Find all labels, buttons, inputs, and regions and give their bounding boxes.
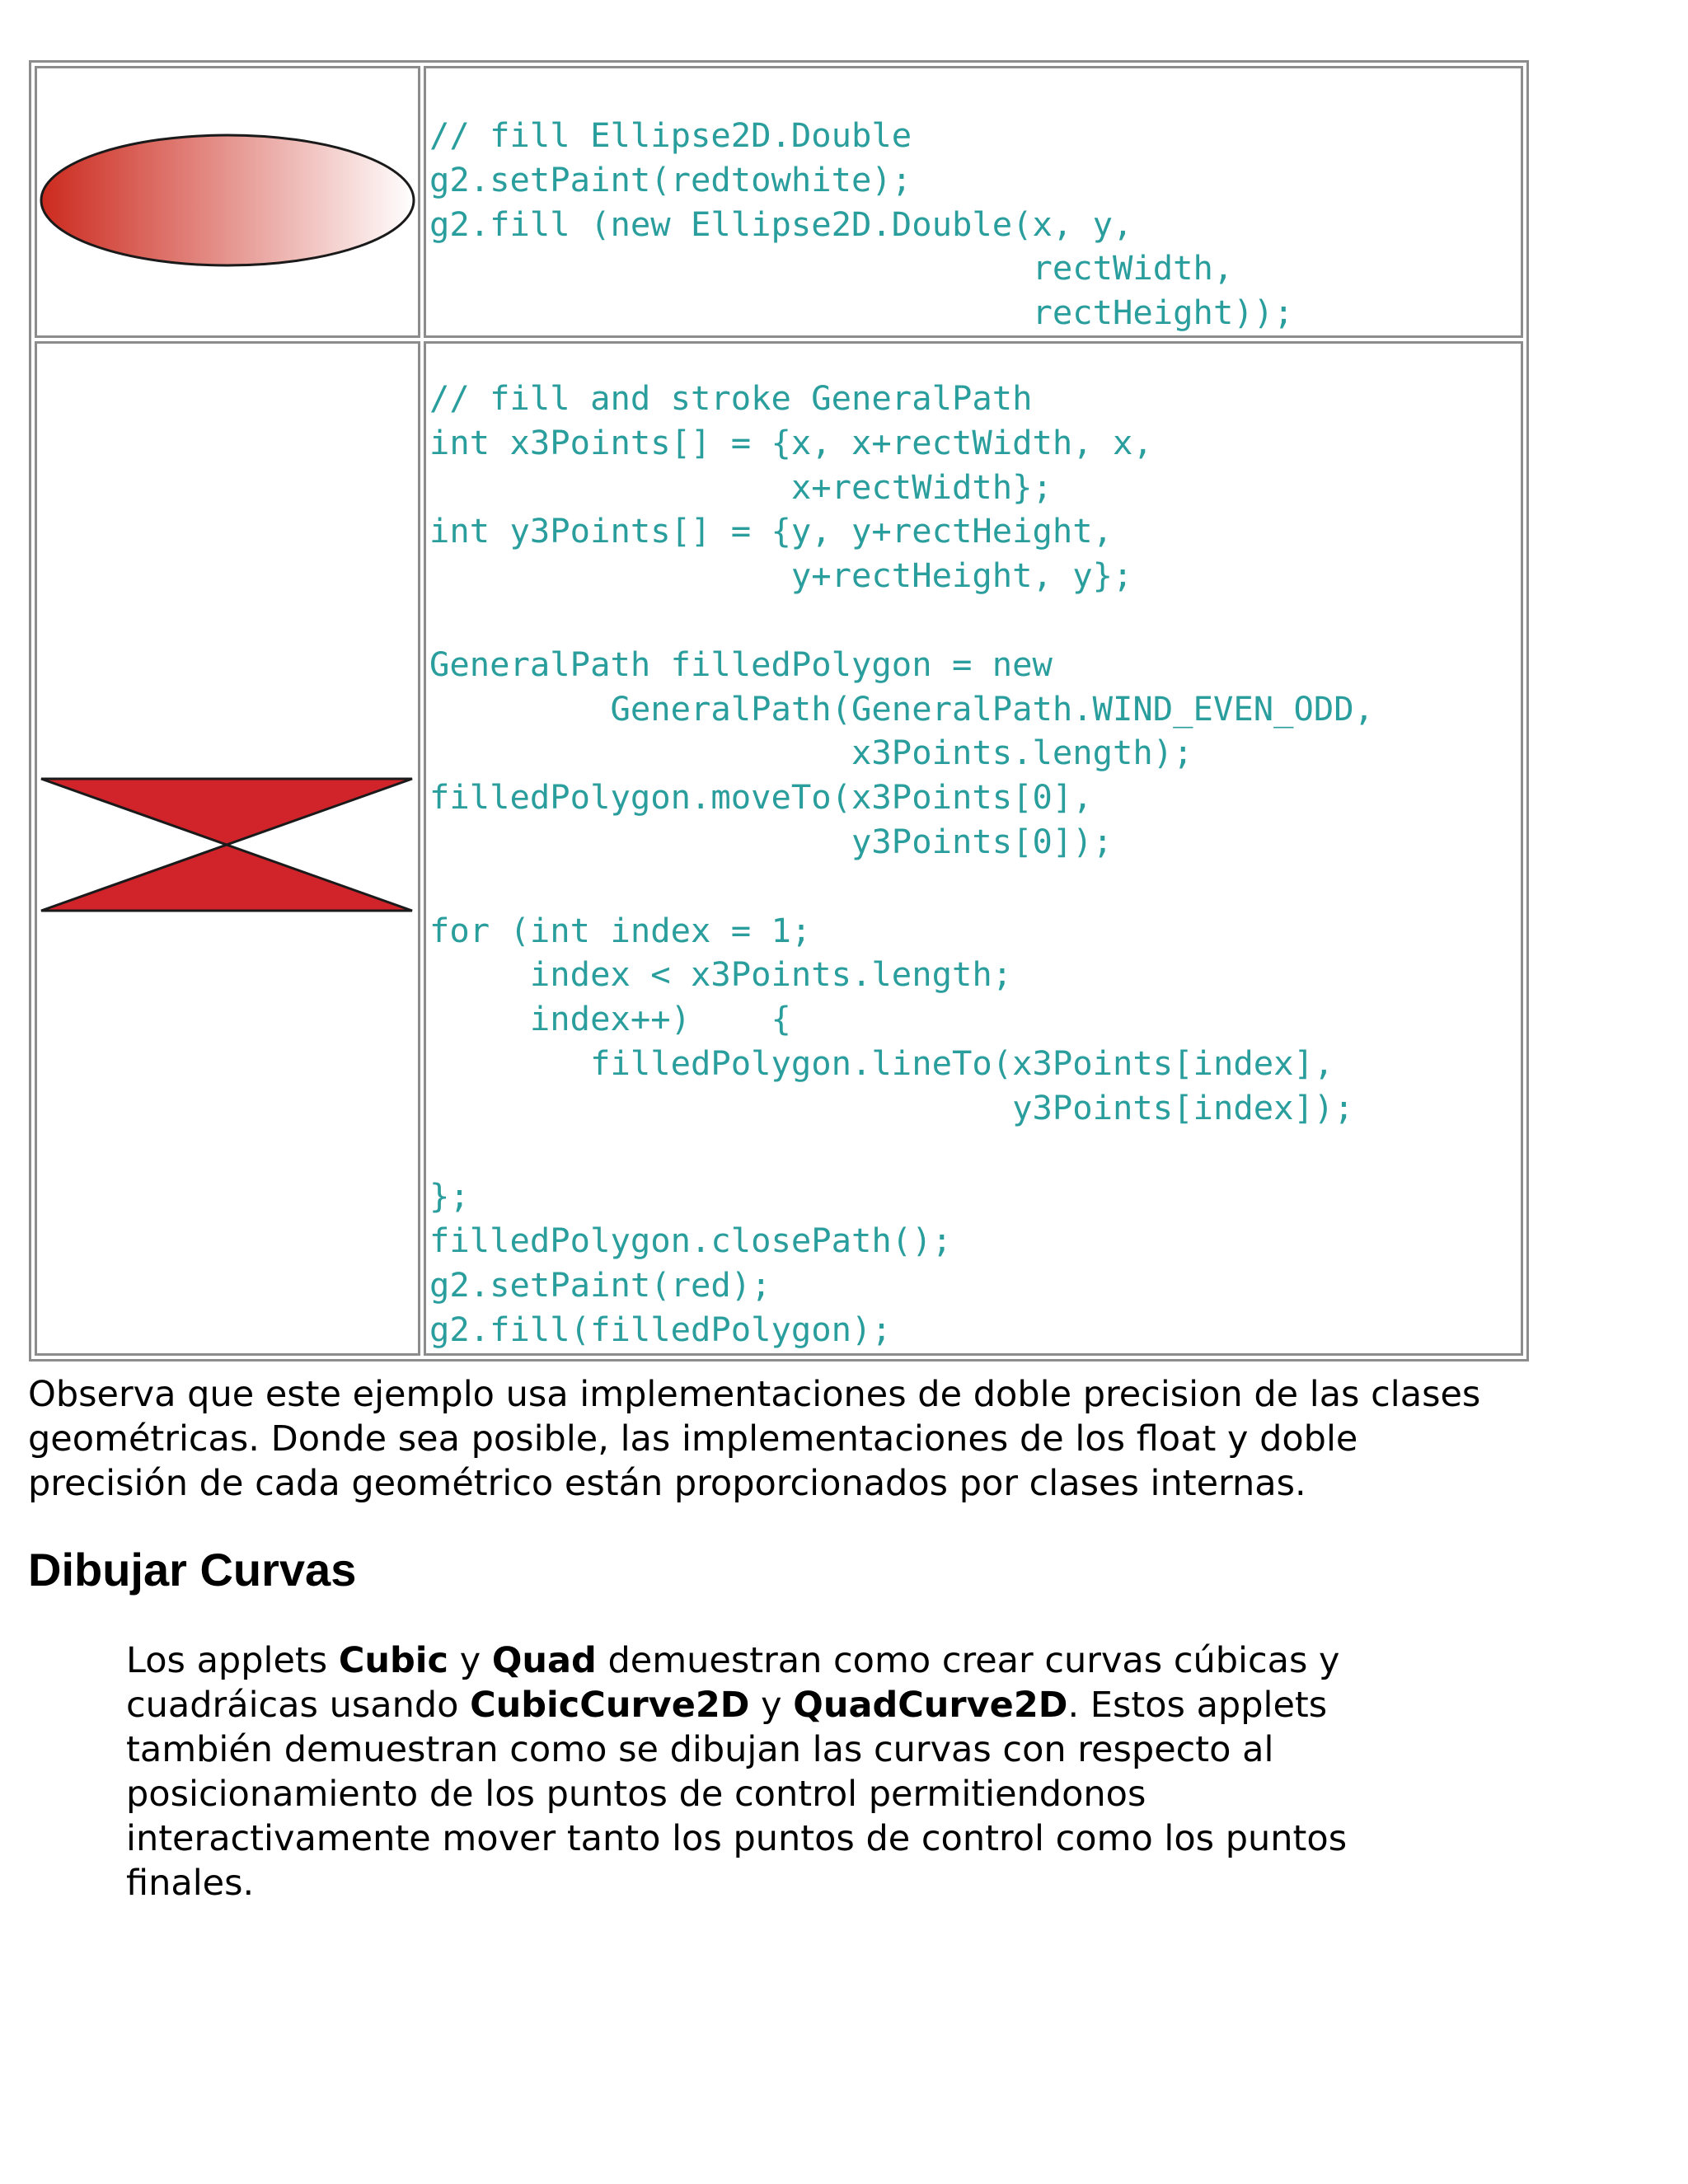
table-row	[35, 341, 1523, 1356]
applet-name-cubic: Cubic	[338, 1640, 449, 1681]
class-name-cubiccurve2d: CubicCurve2D	[470, 1685, 750, 1726]
code-cell	[424, 66, 1523, 338]
paragraph-line: posicionamiento de los puntos de control permitiendonos	[126, 1774, 1146, 1815]
paragraph-line: también demuestran como se dibujan las curvas con respecto al	[126, 1729, 1274, 1770]
hourglass-polygon-figure	[39, 776, 416, 916]
code-cell	[424, 341, 1523, 1356]
text-run: demuestran como crear curvas cúbicas y	[596, 1640, 1340, 1681]
paragraph-line: interactivamente mover tanto los puntos de control como los puntos	[126, 1818, 1348, 1859]
ellipse-shape	[41, 135, 414, 265]
code-block: // fill Ellipse2D.Double g2.setPaint(redtowhite); g2.fill (new Ellipse2D.Double(x, y, rectWidth, rectHeight));	[429, 115, 1294, 333]
text-run: . Estos applets	[1067, 1685, 1328, 1726]
paragraph-line: finales.	[126, 1863, 255, 1904]
paragraph-line: precisión de cada geométrico están proporcionados por clases internas.	[28, 1463, 1306, 1504]
figure-cell	[35, 341, 420, 1356]
polygon-shape	[41, 779, 412, 911]
section-heading: Dibujar Curvas	[28, 1544, 357, 1596]
paragraph-line	[126, 1683, 1659, 1727]
class-name-quadcurve2d: QuadCurve2D	[793, 1685, 1068, 1726]
paragraph-line: geométricas. Donde sea posible, las implementaciones de los float y doble	[28, 1418, 1358, 1460]
gradient-ellipse-figure	[39, 130, 416, 270]
text-run: y	[448, 1640, 492, 1681]
paragraph-line: Observa que este ejemplo usa implementaciones de doble precision de las clases	[28, 1374, 1481, 1415]
code-example-table	[29, 60, 1529, 1361]
paragraph-line	[126, 1638, 1659, 1683]
table-row	[35, 66, 1523, 338]
applet-name-quad: Quad	[491, 1640, 597, 1681]
curves-paragraph	[126, 1638, 1659, 1905]
body-paragraph	[28, 1372, 1652, 1506]
text-run: cuadráicas usando	[126, 1685, 471, 1726]
code-block: // fill and stroke GeneralPath int x3Points[] = {x, x+rectWidth, x, x+rectWidth}; int y3Points[] = {y, y+rectHeight, y+rectHeight, y}; GeneralPath filledPolygon = new GeneralPath(GeneralPath.WIND_EVEN_ODD, x3Points.length); filledPolygon.moveTo(x3Points[0], y3Points[0]); for (int index = 1; index < x3Points.length; index++) { filledPolygon.lineTo(x3Points[index], y3Points[index]); }; filledPolygon.closePath(); g2.setPaint(red); g2.fill(filledPolygon);	[429, 377, 1375, 1349]
text-run: Los applets	[126, 1640, 339, 1681]
text-run: y	[749, 1685, 794, 1726]
figure-cell	[35, 66, 420, 338]
